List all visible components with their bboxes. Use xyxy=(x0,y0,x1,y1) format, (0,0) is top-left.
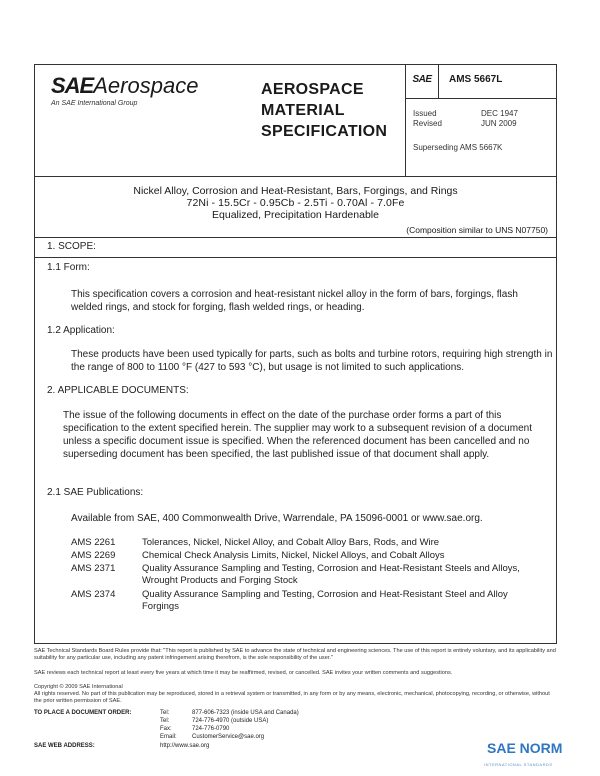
document-description: Quality Assurance Sampling and Testing, Corrosion and Heat-Resistant Steel and Alloy Forgings xyxy=(142,589,508,612)
product-title xyxy=(35,185,556,221)
issued-label: Issued xyxy=(413,109,437,118)
logo-subtitle: An SAE International Group xyxy=(51,100,138,107)
section-2-1-text: Available from SAE, 400 Commonwealth Drive, Warrendale, PA 15096-0001 or www.sae.org. xyxy=(71,513,483,524)
document-description: Quality Assurance Sampling and Testing, Corrosion and Heat-Resistant Steels and Alloys, Wrought Products and Forging Stock xyxy=(142,563,520,586)
title-line-1: AEROSPACE xyxy=(261,81,364,98)
web-label: SAE WEB ADDRESS: xyxy=(34,743,95,749)
order-label: TO PLACE A DOCUMENT ORDER: xyxy=(34,710,132,716)
section-1-1-text: This specification covers a corrosion and heat-resistant nickel alloy in the form of bars, forgings, flash welded rings, and stock for forging, flash welded rings, or heading. xyxy=(71,289,518,313)
section-1-2-text: These products have been used typically for parts, such as bolts and turbine rotors, requiring high strength in the range of 800 to 1100 °F (427 to 593 °C), but usage is not limited to such applications. xyxy=(71,349,553,373)
footer-copyright: Copyright © 2009 SAE International xyxy=(34,684,123,690)
composition-note: (Composition similar to UNS N07750) xyxy=(406,225,548,235)
fax-value: 724-776-0790 xyxy=(192,726,230,732)
email-value[interactable]: CustomerService@sae.org xyxy=(192,734,265,740)
section-1-heading: 1. SCOPE: xyxy=(47,241,96,252)
logo-aerospace-text: Aerospace xyxy=(93,73,199,98)
watermark-text: SAE NORM xyxy=(487,740,563,756)
revised-value: JUN 2009 xyxy=(481,119,517,128)
footer-rules-note: SAE Technical Standards Board Rules provide that: "This report is published by SAE to advance the state of technical and engineering sciences. The use of this report is entirely voluntary, and its applicability and suitability for any particular use, including any patent infringement arising therefrom, is the sole responsibility of the user." xyxy=(34,648,556,661)
document-description: Tolerances, Nickel, Nickel Alloy, and Cobalt Alloy Bars, Rods, and Wire xyxy=(142,537,440,548)
document-type-title xyxy=(261,79,406,142)
divider xyxy=(35,257,556,258)
section-1-1-heading: 1.1 Form: xyxy=(47,262,90,273)
revised-label: Revised xyxy=(413,119,442,128)
sae-mini-logo: SAE xyxy=(406,65,439,99)
web-address-link[interactable]: http://www.sae.org xyxy=(160,743,210,749)
superseding-note: Superseding AMS 5667K xyxy=(413,143,503,152)
document-code: AMS 2261 xyxy=(71,537,116,548)
title-line-3: SPECIFICATION xyxy=(261,123,388,140)
logo-sae-text: SAE xyxy=(51,73,94,98)
product-title-line-1: Nickel Alloy, Corrosion and Heat-Resistant, Bars, Forgings, and Rings xyxy=(133,185,458,197)
issued-value: DEC 1947 xyxy=(481,109,518,118)
sae-norm-watermark xyxy=(484,740,563,767)
section-2-1-heading: 2.1 SAE Publications: xyxy=(47,487,144,498)
tel2-value: 724-776-4970 (outside USA) xyxy=(192,718,269,724)
email-label: Email: xyxy=(160,734,177,740)
document-description: Chemical Check Analysis Limits, Nickel, Nickel Alloys, and Cobalt Alloys xyxy=(142,550,445,561)
product-title-line-3: Equalized, Precipitation Hardenable xyxy=(212,209,379,221)
revised-row xyxy=(413,119,517,128)
document-header xyxy=(35,65,556,177)
ams-number: AMS 5667L xyxy=(449,74,503,85)
section-2-text: The issue of the following documents in effect on the date of the purchase order forms a part of this specification to the extent specified herein. The supplier may work to a subsequent revision of a document unless a specific document issue is specified. When the referenced document has been cancelled and no superseding document has been specified, the last published issue of that document shall apply. xyxy=(63,410,532,460)
issued-row xyxy=(413,109,518,118)
specification-page xyxy=(34,64,557,644)
product-title-line-2: 72Ni - 15.5Cr - 0.95Cb - 2.5Ti - 0.70Al - 7.0Fe xyxy=(186,197,405,209)
document-code: AMS 2269 xyxy=(71,550,116,561)
section-1-2-heading: 1.2 Application: xyxy=(47,325,115,336)
watermark-subtext: INTERNATIONAL STANDARDS xyxy=(484,762,553,767)
tel2-label: Tel: xyxy=(160,718,170,724)
sae-aerospace-logo xyxy=(35,65,255,177)
section-2-heading: 2. APPLICABLE DOCUMENTS: xyxy=(47,385,189,396)
divider xyxy=(35,237,556,238)
footer-rights: All rights reserved. No part of this publication may be reproduced, stored in a retrieval system or transmitted, in any form or by any means, electronic, mechanical, photocopying, recording, or otherwise, without the prior written permission of SAE. xyxy=(34,691,550,704)
tel-value: 877-606-7323 (inside USA and Canada) xyxy=(192,710,299,716)
tel-label: Tel: xyxy=(160,710,170,716)
document-code: AMS 2371 xyxy=(71,563,116,574)
document-id-panel xyxy=(405,65,556,177)
title-line-2: MATERIAL xyxy=(261,102,345,119)
fax-label: Fax: xyxy=(160,726,172,732)
footer-review-note: SAE reviews each technical report at least every five years at which time it may be reaffirmed, revised, or cancelled. SAE invites your written comments and suggestions. xyxy=(34,670,453,676)
document-code: AMS 2374 xyxy=(71,589,116,600)
